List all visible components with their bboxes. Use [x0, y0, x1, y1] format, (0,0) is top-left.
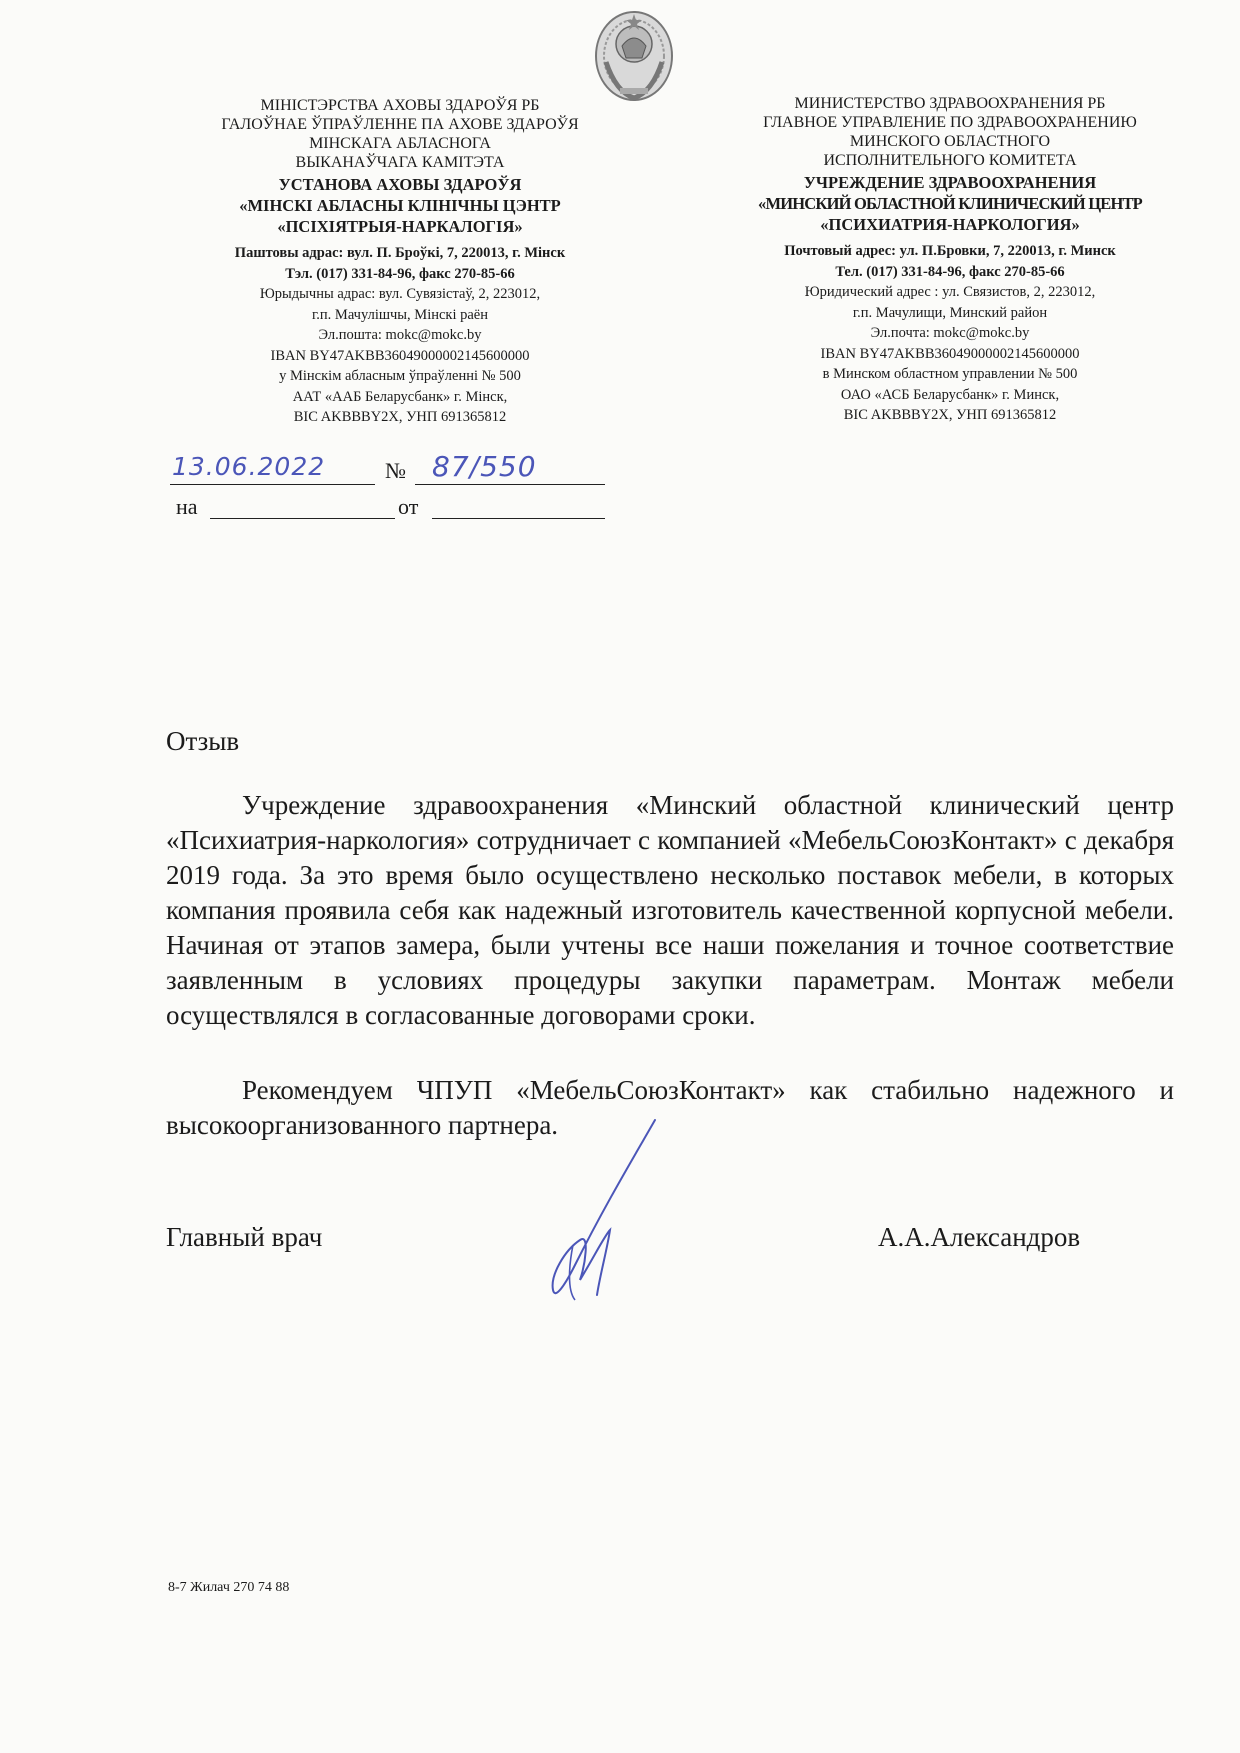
legal-address: г.п. Мачулішчы, Мінскі раён: [311, 306, 488, 323]
registration-row-incoming: [170, 492, 610, 526]
org-line: «ПСІХІЯТРЫЯ-НАРКАЛОГІЯ»: [277, 217, 523, 236]
org-line: «МИНСКИЙ ОБЛАСТНОЙ КЛИНИЧЕСКИЙ ЦЕНТР: [758, 194, 1142, 213]
letter-title: Отзыв: [166, 726, 240, 756]
email: Эл.пошта: mokc@mokc.by: [318, 327, 482, 343]
header-right: [700, 94, 1200, 426]
org-line: «МІНСКІ АБЛАСНЫ КЛІНІЧНЫ ЦЭНТР: [239, 196, 561, 215]
ministry-line: МИНИСТЕРСТВО ЗДРАВООХРАНЕНИЯ РБ: [794, 95, 1106, 112]
org-line: УЧРЕЖДЕНИЕ ЗДРАВООХРАНЕНИЯ: [803, 173, 1097, 192]
legal-address: Юрыдычны адрас: вул. Сувязістаў, 2, 223012,: [259, 286, 541, 302]
bic-unp: BIC AKBBBY2X, УНП 691365812: [293, 409, 507, 425]
ministry-block-be: [140, 96, 660, 172]
email: Эл.почта: mokc@mokc.by: [870, 325, 1030, 341]
org-name-be: [140, 174, 660, 237]
org-line: УСТАНОВА АХОВЫ ЗДАРОЎЯ: [278, 175, 522, 194]
ministry-line: МИНСКОГО ОБЛАСТНОГО: [849, 133, 1051, 150]
registration-block: [170, 450, 610, 526]
ministry-block-ru: [700, 94, 1200, 170]
iban: IBAN BY47AKBB36049000002145600000: [270, 347, 530, 364]
ministry-line: ВЫКАНАЎЧАГА КАМІТЭТА: [295, 154, 505, 171]
header-left: [140, 96, 660, 428]
from-line: [432, 492, 605, 519]
ministry-line: ГАЛОЎНАЕ ЎПРАЎЛЕННЕ ПА АХОВЕ ЗДАРОЎЯ: [221, 116, 579, 133]
ministry-line: МІНІСТЭРСТВА АХОВЫ ЗДАРОЎЯ РБ: [260, 97, 540, 114]
signatory-role: Главный врач: [166, 1222, 323, 1252]
handwritten-date: 13.06.2022: [172, 452, 326, 481]
on-label: на: [176, 494, 198, 519]
signatory-name: А.А.Александров: [878, 1222, 1081, 1252]
phone-fax: Тэл. (017) 331-84-96, факс 270-85-66: [285, 265, 515, 282]
org-line: «ПСИХИАТРИЯ-НАРКОЛОГИЯ»: [820, 215, 1080, 234]
bank-info: ААТ «ААБ Беларусбанк» г. Мінск,: [292, 388, 508, 405]
bank-info: в Минском областном управлении № 500: [822, 366, 1078, 382]
address-block-be: [140, 243, 660, 428]
address-block-ru: [700, 241, 1200, 426]
registration-row-outgoing: [170, 450, 610, 492]
phone-fax: Тел. (017) 331-84-96, факс 270-85-66: [835, 263, 1065, 280]
on-line: [210, 492, 395, 519]
legal-address: г.п. Мачулищи, Минский район: [852, 304, 1048, 321]
from-label: от: [398, 494, 419, 519]
letter-paragraph-2: Рекомендуем ЧПУП «МебельСоюзКонтакт» как стабильно надежного и высокоорганизованного партнера.: [166, 1075, 1174, 1140]
bank-info: у Мінскім абласным ўпраўленні № 500: [279, 368, 521, 384]
letter-paragraph-1: Учреждение здравоохранения «Минский областной клинический центр «Психиатрия-наркология» сотрудничает с компанией «МебельСоюзКонтакт» с декабря 2019 года. За это время было осуществлено несколько поставок мебели, в которых компания проявила себя как надежный изготовитель качественной корпусной мебели. Начиная от этапов замера, были учтены все наши пожелания и точное соответствие заявленным в условиях процедуры закупки параметрам. Монтаж мебели осуществлялся в согласованные договорами сроки.: [166, 790, 1174, 1030]
ministry-line: ИСПОЛНИТЕЛЬНОГО КОМИТЕТА: [823, 152, 1077, 169]
handwritten-number: 87/550: [432, 450, 537, 483]
bank-info: ОАО «АСБ Беларусбанк» г. Минск,: [840, 386, 1060, 403]
postal-address: Паштовы адрас: вул. П. Броўкі, 7, 220013, г. Мінск: [234, 245, 566, 261]
state-emblem-icon: [592, 8, 676, 104]
iban: IBAN BY47AKBB36049000002145600000: [820, 345, 1080, 362]
footer-contact: 8-7 Жилач 270 74 88: [168, 1580, 290, 1595]
org-name-ru: [700, 172, 1200, 235]
ministry-line: МІНСКАГА АБЛАСНОГА: [309, 135, 491, 152]
legal-address: Юридический адрес : ул. Связистов, 2, 223012,: [804, 284, 1096, 300]
postal-address: Почтовый адрес: ул. П.Бровки, 7, 220013, г. Минск: [784, 243, 1116, 259]
number-label: №: [385, 458, 406, 483]
handwritten-signature: [545, 1115, 665, 1315]
ministry-line: ГЛАВНОЕ УПРАВЛЕНИЕ ПО ЗДРАВООХРАНЕНИЮ: [763, 114, 1137, 131]
bic-unp: BIC AKBBBY2X, УНП 691365812: [843, 407, 1057, 423]
